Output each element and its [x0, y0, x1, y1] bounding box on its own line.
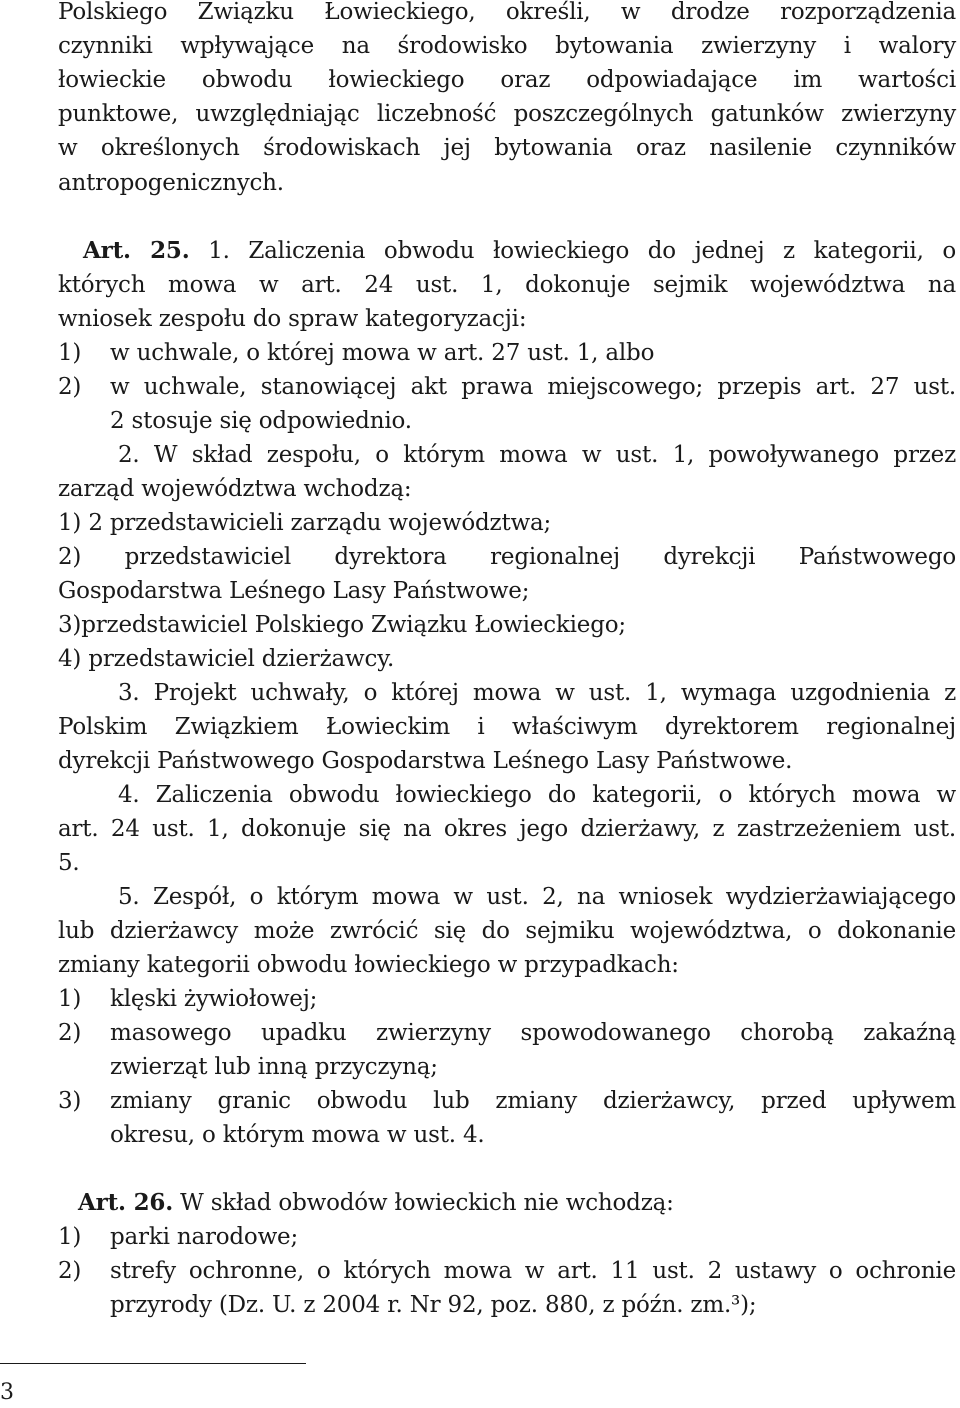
text-line: dyrekcji Państwowego Gospodarstwa Leśnego Lasy Państwowe.: [58, 748, 793, 774]
list-item: 2) przedstawiciel dyrektora regionalnej dyrekcji Państwowego: [58, 544, 956, 570]
footnote-separator: [0, 1363, 306, 1364]
text-line: lub dzierżawcy może zwrócić się do sejmiku województwa, o dokonanie: [58, 918, 956, 944]
list-item: 3)przedstawiciel Polskiego Związku Łowieckiego;: [58, 612, 626, 638]
list-item-continuation: przyrody (Dz. U. z 2004 r. Nr 92, poz. 880, z późn. zm.³);: [110, 1292, 757, 1318]
text-line: 2. W skład zespołu, o którym mowa w ust. 1, powoływanego przez: [118, 442, 956, 468]
list-item-continuation: okresu, o którym mowa w ust. 4.: [110, 1122, 485, 1148]
text-line: wniosek zespołu do spraw kategoryzacji:: [58, 306, 527, 332]
article-heading: Art. 25.: [83, 237, 190, 264]
footnote-number: 3: [0, 1380, 14, 1405]
text-line: art. 24 ust. 1, dokonuje się na okres jego dzierżawy, z zastrzeżeniem ust.: [58, 816, 956, 842]
article-heading: Art. 26.: [78, 1189, 174, 1216]
text-line: czynniki wpływające na środowisko bytowania zwierzyny i walory: [58, 33, 956, 59]
text-line: zmiany kategorii obwodu łowieckiego w przypadkach:: [58, 952, 679, 978]
text-line: antropogenicznych.: [58, 170, 284, 196]
text-line: łowieckie obwodu łowieckiego oraz odpowiadające im wartości: [58, 67, 956, 93]
list-item-continuation: zwierząt lub inną przyczyną;: [110, 1054, 438, 1080]
text-line: Polskiego Związku Łowieckiego, określi, w drodze rozporządzenia: [58, 0, 956, 25]
article-26-first-line: Art. 26. W skład obwodów łowieckich nie wchodzą:: [78, 1189, 674, 1216]
text-line: Gospodarstwa Leśnego Lasy Państwowe;: [58, 578, 530, 604]
text-line: Polskim Związkiem Łowieckim i właściwym dyrektorem regionalnej: [58, 714, 956, 740]
text-line: których mowa w art. 24 ust. 1, dokonuje sejmik województwa na: [58, 272, 956, 298]
text-line: 5.: [58, 850, 80, 876]
text-line: punktowe, uwzględniając liczebność poszczególnych gatunków zwierzyny: [58, 101, 956, 127]
list-item: 1) 2 przedstawicieli zarządu województwa;: [58, 510, 552, 536]
text-line: 3. Projekt uchwały, o której mowa w ust. 1, wymaga uzgodnienia z: [118, 680, 956, 706]
text-line: zarząd województwa wchodzą:: [58, 476, 412, 502]
article-25-first-line: Art. 25. 1. Zaliczenia obwodu łowieckiego do jednej z kategorii, o: [83, 237, 956, 264]
list-item: 4) przedstawiciel dzierżawcy.: [58, 646, 395, 672]
text-line: 4. Zaliczenia obwodu łowieckiego do kategorii, o których mowa w: [118, 782, 956, 808]
text-line: w określonych środowiskach jej bytowania oraz nasilenie czynników: [58, 135, 956, 161]
text-line: 5. Zespół, o którym mowa w ust. 2, na wniosek wydzierżawiającego: [118, 884, 956, 910]
list-item-continuation: 2 stosuje się odpowiednio.: [110, 408, 412, 434]
